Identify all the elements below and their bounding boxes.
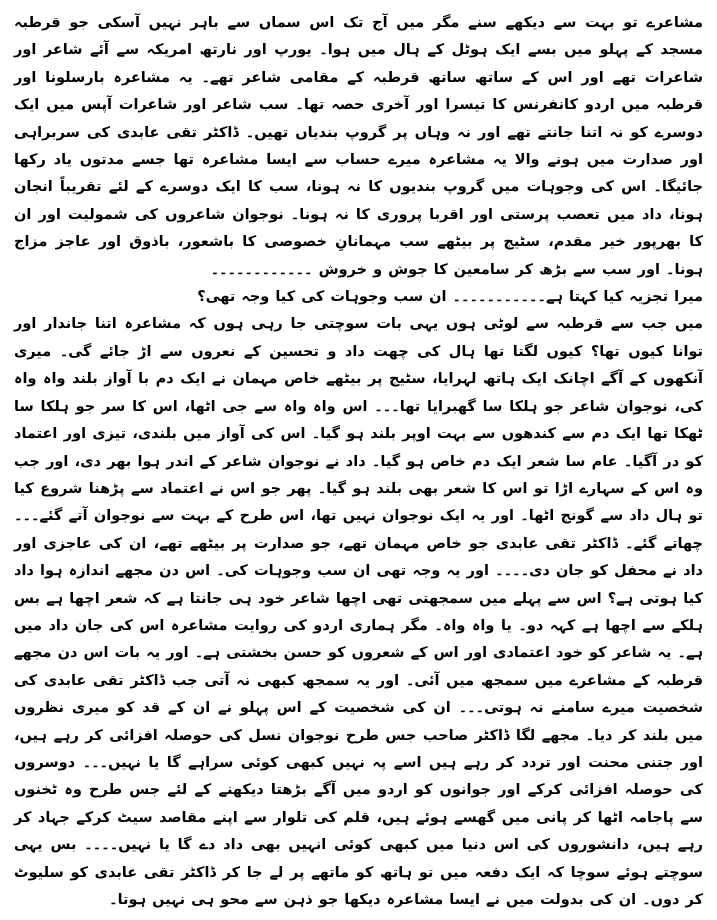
paragraph-analysis: میں جب سے قرطبہ سے لوٹی ہوں یہی بات سوچتی جا رہی ہوں کہ مشاعرہ اتنا جاندار اور توانا کیوں تھا؟ کیوں لگتا تھا ہال کی چھت داد و تحسین کے نعروں سے اڑ جائے گی۔ میری آنکھوں کے آگے اچانک ایک ہاتھ لہرایا، سٹیج پر بیٹھے خاص مہمان نے ایک دم با آواز بلند واہ واہ کی، نوجوان شاعر جو ہلکا سا گھبرایا تھا۔۔۔ اس واہ واہ سے جی اٹھا، اس کا سر جو ہلکا سا ٹھکا تھا ایک دم سے کندھوں سے بہت اوپر بلند ہو گیا۔ اس کی آواز میں بلندی، تیزی اور اعتماد کو در آگیا۔ عام سا شعر ایک دم خاص ہو گیا۔ داد نے نوجوان شاعر کے اندر ہوا بھر دی، اور جب وہ اس کے سہارے اڑا تو اس کا شعر بھی بلند ہو گیا۔ پھر جو اس نے اعتماد سے پڑھنا شروع کیا تو ہال داد سے گونج اٹھا۔ اور یہ ایک نوجوان نہیں تھا، اس طرح کے بہت سے نوجوان آتے گئے۔۔۔ چھاتے گئے۔ ڈاکٹر تقی عابدی جو خاص مہمان تھے، جو صدارت پر بیٹھے تھے، ان کی عاجزی اور داد نے محفل کو جان دی۔۔۔۔ اور یہ وجہ تھی ان سب وجوہات کی۔ اس دن مجھے اندازہ ہوا داد کیا ہوتی ہے؟ اس سے پہلے میں سمجھتی تھی اچھا شاعر خود ہی جانتا ہے کہ شعر اچھا ہے بس ہلکے سے اچھا ہے کہہ دو۔ یا واہ واہ۔ مگر ہماری اردو کی روایت مشاعرہ اس کی جان داد میں ہے۔ یہ شاعر کو خود اعتمادی اور اس کے شعروں کو حسن بخشتی ہے۔ اور یہ بات اس دن مجھے قرطبہ کے مشاعرے میں سمجھ میں آئی۔ اور یہ سمجھ کبھی نہ آتی جب ڈاکٹر تقی عابدی کی شخصیت میرے سامنے نہ ہوتی۔۔۔ ان کی شخصیت کے اس پہلو نے ان کے قد کو میری نظروں میں بلند کر دیا۔ مجھے لگا ڈاکٹر صاحب جس طرح نوجوان نسل کی حوصلہ افزائی کر رہے ہیں، اور جتنی محنت اور تردد کر رہے ہیں اسے پہ نہیں کبھی کوئی سراہے گا یا نہیں۔۔۔ دوسروں کی حوصلہ افزائی کرکے اور جوانوں کو اردو میں آگے بڑھتا دیکھنے کے لئے جس طرح وہ ٹخنوں سے پاجامہ اٹھا کر پانی میں گھسے ہوئے ہیں، قلم کی تلوار سے اپنے مقاصد سیٹ کرکے جہاد کر رہے ہیں، دانشوروں کی اس دنیا میں کبھی کوئی انہیں بھی داد دے گا یا نہیں۔۔۔۔ بس یہی سوچتے ہوئے سوچا کہ ایک دفعہ میں تو ہاتھ کو ماتھے پر لے جا کر ڈاکٹر تقی عابدی کو سلیوٹ کر دوں۔ ان کی بدولت میں نے ایسا مشاعرہ دیکھا جو ذہن سے محو ہی نہیں ہوتا۔ [14,316,703,908]
paragraph-question: میرا تجزیہ کیا کہتا ہے۔۔۔۔۔۔۔۔۔۔۔ ان سب وجوہات کی کیا وجہ تھی؟ [197,289,703,306]
paragraph-intro: مشاعرے تو بہت سے دیکھے سنے مگر میں آج تک اس سماں سے باہر نہیں آسکی جو قرطبہ مسجد کے پہلو میں بسے ایک ہوٹل کے ہال میں ہوا۔ یورپ اور نارتھ امریکہ سے آئے شاعر اور شاعرات تھے اور اس کے ساتھ ساتھ قرطبہ کے مقامی شاعر تھے۔ یہ مشاعرہ بارسلونا اور قرطبہ میں اردو کانفرنس کا تیسرا اور آخری حصہ تھا۔ سب شاعر اور شاعرات آپس میں ایک دوسرے کو نہ اتنا جانتے تھے اور نہ وہاں پر گروپ بندیاں تھیں۔ ڈاکٹر تقی عابدی کی سربراہی اور صدارت میں ہونے والا یہ مشاعرہ میرے حساب سے ایسا مشاعرہ تھا جسے مدتوں یاد رکھا جائیگا۔ اس کی وجوہات میں گروپ بندیوں کا نہ ہونا، سب کا ایک دوسرے کے لئے تقریباً انجان ہونا، داد میں تعصب پرستی اور اقربا پروری کا نہ ہونا۔ نوجوان شاعروں کی شمولیت اور ان کا بھرپور خیر مقدم، سٹیج پر بیٹھے سب مہمانانِ خصوصی کا باشعور، باذوق اور عاجز مزاج ہونا۔ اور سب سے بڑھ کر سامعین کا جوش و خروش ۔۔۔۔۔۔۔۔۔۔۔۔ [14,15,703,278]
